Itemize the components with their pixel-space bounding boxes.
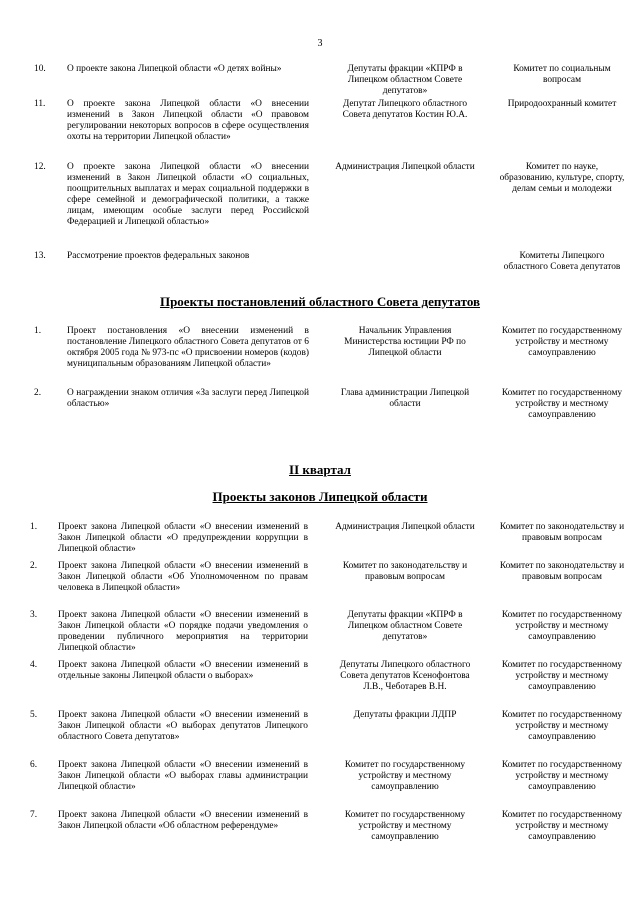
row-committee: Комитеты Липецкого областного Совета депутатов: [503, 251, 621, 272]
section-heading: Проекты законов Липецкой области: [212, 489, 428, 504]
row-committee: Комитет по государственному устройству и местному самоуправлению: [501, 710, 623, 742]
row-title: Проект закона Липецкой области «О внесении изменений в Закон Липецкой области «О выборах главы администрации Липецкой области»: [58, 760, 308, 792]
row-number: 4.: [30, 660, 38, 670]
row-committee: Комитет по государственному устройству и местному самоуправлению: [501, 326, 623, 358]
row-number: 10.: [34, 64, 46, 74]
row-committee: Комитет по законодательству и правовым вопросам: [499, 522, 625, 543]
row-author: Администрация Липецкой области: [335, 162, 475, 172]
row-committee: Комитет по государственному устройству и местному самоуправлению: [501, 660, 623, 692]
row-title: Проект закона Липецкой области «О внесении изменений в Закон Липецкой области «О предупреждении коррупции в Липецкой области»: [58, 522, 308, 554]
row-author: Депутаты фракции «КПРФ в Липецком областном Совете депутатов»: [347, 610, 463, 642]
row-title: Проект закона Липецкой области «О внесении изменений в Закон Липецкой области «О выборах депутатов Липецкого областного Совета депутатов»: [58, 710, 308, 742]
row-number: 7.: [30, 810, 38, 820]
row-title: О проекте закона Липецкой области «О внесении изменений в Закон Липецкой области «О правовом регулировании некоторых вопросов в сфере осуществления охоты на территории Липецкой области»: [67, 99, 309, 142]
row-author: Начальник Управления Министерства юстиции РФ по Липецкой области: [344, 326, 466, 358]
row-committee: Комитет по государственному устройству и местному самоуправлению: [501, 760, 623, 792]
row-number: 13.: [34, 251, 46, 261]
row-title: Проект закона Липецкой области «О внесении изменений в отдельные законы Липецкой области о выборах»: [58, 660, 308, 681]
row-author: Депутаты Липецкого областного Совета депутатов Ксенофонтова Л.В., Чеботарев В.Н.: [339, 660, 471, 692]
row-number: 6.: [30, 760, 38, 770]
section-heading: Проекты постановлений областного Совета депутатов: [159, 294, 481, 309]
page-number: 3: [317, 38, 323, 49]
row-number: 11.: [34, 99, 46, 109]
row-committee: Комитет по государственному устройству и местному самоуправлению: [501, 810, 623, 842]
row-number: 1.: [34, 326, 42, 336]
row-committee: Комитет по законодательству и правовым вопросам: [499, 561, 625, 582]
row-number: 12.: [34, 162, 46, 172]
row-committee: Природоохранный комитет: [507, 99, 617, 109]
row-title: Проект закона Липецкой области «О внесении изменений в Закон Липецкой области «Об областном референдуме»: [58, 810, 308, 831]
quarter-heading: II квартал: [289, 462, 351, 477]
row-author: Депутат Липецкого областного Совета депутатов Костин Ю.А.: [342, 99, 468, 120]
row-title: О проекте закона Липецкой области «О детях войны»: [67, 64, 282, 74]
row-title: Проект закона Липецкой области «О внесении изменений в Закон Липецкой области «О порядке подачи уведомления о проведении публичного мероприятия на территории Липецкой области»: [58, 610, 308, 653]
row-author: Депутаты фракции «КПРФ в Липецком областном Совете депутатов»: [347, 64, 463, 96]
row-author: Глава администрации Липецкой области: [340, 388, 470, 409]
row-title: О проекте закона Липецкой области «О внесении изменений в Закон Липецкой области «О социальных, поощрительных выплатах и мерах социальной поддержки в сфере семейной и демографической политики, а также лицам, имеющим особые заслуги перед Российской Федерацией и Липецкой областью»: [67, 162, 309, 227]
row-title: Проект закона Липецкой области «О внесении изменений в Закон Липецкой области «Об Уполномоченном по правам человека в Липецкой области»: [58, 561, 308, 593]
row-author: Комитет по государственному устройству и местному самоуправлению: [344, 760, 466, 792]
row-committee: Комитет по науке, образованию, культуре, спорту, делам семьи и молодежи: [499, 162, 625, 194]
row-number: 2.: [30, 561, 38, 571]
row-number: 5.: [30, 710, 38, 720]
row-number: 3.: [30, 610, 38, 620]
row-committee: Комитет по государственному устройству и местному самоуправлению: [501, 388, 623, 420]
row-author: Комитет по государственному устройству и местному самоуправлению: [344, 810, 466, 842]
row-committee: Комитет по социальным вопросам: [513, 64, 611, 85]
row-number: 1.: [30, 522, 38, 532]
row-author: Комитет по законодательству и правовым вопросам: [342, 561, 468, 582]
row-title: О награждении знаком отличия «За заслуги перед Липецкой областью»: [67, 388, 309, 409]
row-title: Проект постановления «О внесении изменений в постановление Липецкого областного Совета депутатов от 6 октября 2005 года № 973-пс «О присвоении номеров (кодов) муниципальным образованиям Липецкой области»: [67, 326, 309, 369]
row-title: Рассмотрение проектов федеральных законов: [67, 251, 250, 261]
row-author: Администрация Липецкой области: [335, 522, 475, 532]
row-number: 2.: [34, 388, 42, 398]
row-author: Депутаты фракции ЛДПР: [353, 710, 457, 720]
row-committee: Комитет по государственному устройству и местному самоуправлению: [501, 610, 623, 642]
